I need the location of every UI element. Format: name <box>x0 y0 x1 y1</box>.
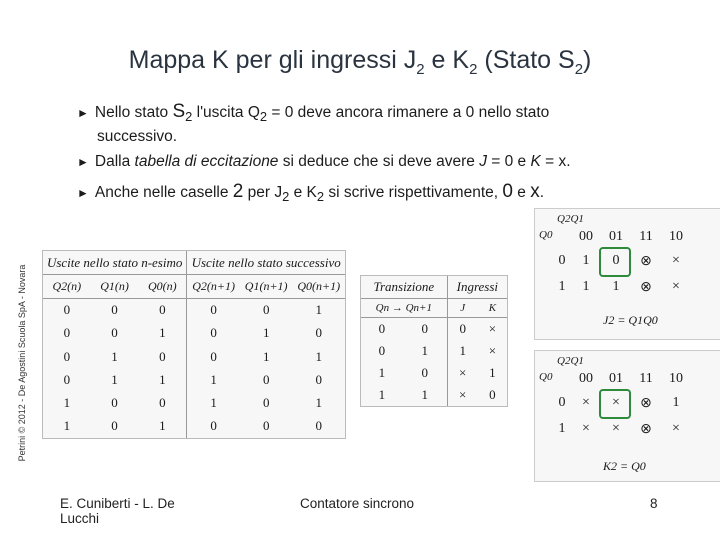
kmap-cell: ⊗ <box>640 280 652 295</box>
slide-title: Mappa K per gli ingressi $J_2$ e $K_2$ (Stato $S_2$) <box>128 46 592 78</box>
kmap-left-label: Q0 <box>539 371 553 383</box>
table-row: 0 1 1 × <box>361 340 507 362</box>
copyright-side-text: Petrini © 2012 - De Agostini Scuola SpA - Novara <box>17 264 27 462</box>
footer-author: E. Cuniberti - L. De Lucchi <box>60 496 175 526</box>
table-col-header: Q0(n+1) <box>292 275 345 298</box>
table-row: 0 1 1 1 0 0 <box>43 368 345 391</box>
table-header: Ingressi <box>447 276 507 299</box>
table-row: 0 1 0 0 1 1 <box>43 345 345 368</box>
bullet-2: ► Dalla tabella di eccitazione si deduce che si deve avere J = 0 e K = x. <box>77 153 571 170</box>
table-col-header: Q1(n+1) <box>240 275 293 298</box>
kmap-cell: × <box>612 395 620 410</box>
kmap-equation: K2 = Q0 <box>603 459 646 473</box>
excitation-table <box>360 275 508 407</box>
table-row: 1 1 × 0 <box>361 384 507 406</box>
kmap-top-label: Q2Q1 <box>557 213 584 225</box>
kmap-cell: ⊗ <box>640 396 652 411</box>
table-col-header: Qn → Qn+1 <box>375 301 432 314</box>
kmap-cell: 1 <box>582 253 590 268</box>
kmap-cell: 1 <box>612 279 620 294</box>
kmap-highlight <box>599 247 631 277</box>
table-row: 0 0 0 × <box>361 317 507 340</box>
kmap-cell: × <box>672 253 680 268</box>
bullet-arrow-icon: ► <box>77 155 89 169</box>
kmap-top-label: Q2Q1 <box>557 355 584 367</box>
kmap-left-label: Q0 <box>539 229 553 241</box>
table-col-header: Q0(n) <box>138 275 186 298</box>
table-row: 0 0 0 0 0 1 <box>43 298 345 322</box>
state-transition-table <box>42 250 346 439</box>
table-header: Uscite nello stato n-esimo <box>43 251 187 275</box>
table-row: 0 0 1 0 1 0 <box>43 322 345 345</box>
page-number: 8 <box>650 496 658 511</box>
bullet-arrow-icon: ► <box>77 106 89 120</box>
table-header: Uscite nello stato successivo <box>187 251 345 275</box>
kmap-equation: J2 = Q1Q0 <box>603 313 658 327</box>
table-col-header: Q1(n) <box>91 275 139 298</box>
table-col-header: K <box>488 301 497 314</box>
kmap-cell: × <box>672 421 680 436</box>
kmap-cell: 0 <box>612 253 620 268</box>
kmap-cell: × <box>672 279 680 294</box>
kmap-cell: × <box>582 395 590 410</box>
table-row: 1 0 1 0 0 0 <box>43 415 345 438</box>
footer-title: Contatore sincrono <box>300 496 415 511</box>
kmap-cell: × <box>612 421 620 436</box>
kmap-cell: × <box>582 421 590 436</box>
kmap-cell: 1 <box>672 395 680 410</box>
table-row: 1 0 0 1 0 1 <box>43 392 345 415</box>
table-row: 1 0 × 1 <box>361 362 507 384</box>
kmap-k2: Q2Q1 Q0 00 01 11 10 0 1 × × ⊗ 1 × × ⊗ × K2 = Q0 <box>534 350 720 482</box>
bullet-3: ► Anche nelle caselle 2 per $J_2$ e $K_2$ si scrive rispettivamente, 0 e x. <box>77 181 544 205</box>
kmap-cell: ⊗ <box>640 422 652 437</box>
bullet-arrow-icon: ► <box>77 186 89 200</box>
table-col-header: Q2(n+1) <box>187 275 240 298</box>
bullet-1: ► Nello stato $S_2$ l'uscita $Q_2 = 0$ deve ancora rimanere a 0 nello stato successivo. <box>77 101 550 146</box>
kmap-cell: 1 <box>582 279 590 294</box>
table-col-header: J <box>447 299 478 317</box>
kmap-highlight <box>599 389 631 419</box>
table-header: Transizione <box>373 279 435 295</box>
table-col-header: Q2(n) <box>43 275 91 298</box>
kmap-j2: Q2Q1 Q0 00 01 11 10 0 1 1 0 ⊗ × 1 1 ⊗ × J2 = Q1Q0 <box>534 208 720 340</box>
kmap-cell: ⊗ <box>640 254 652 269</box>
